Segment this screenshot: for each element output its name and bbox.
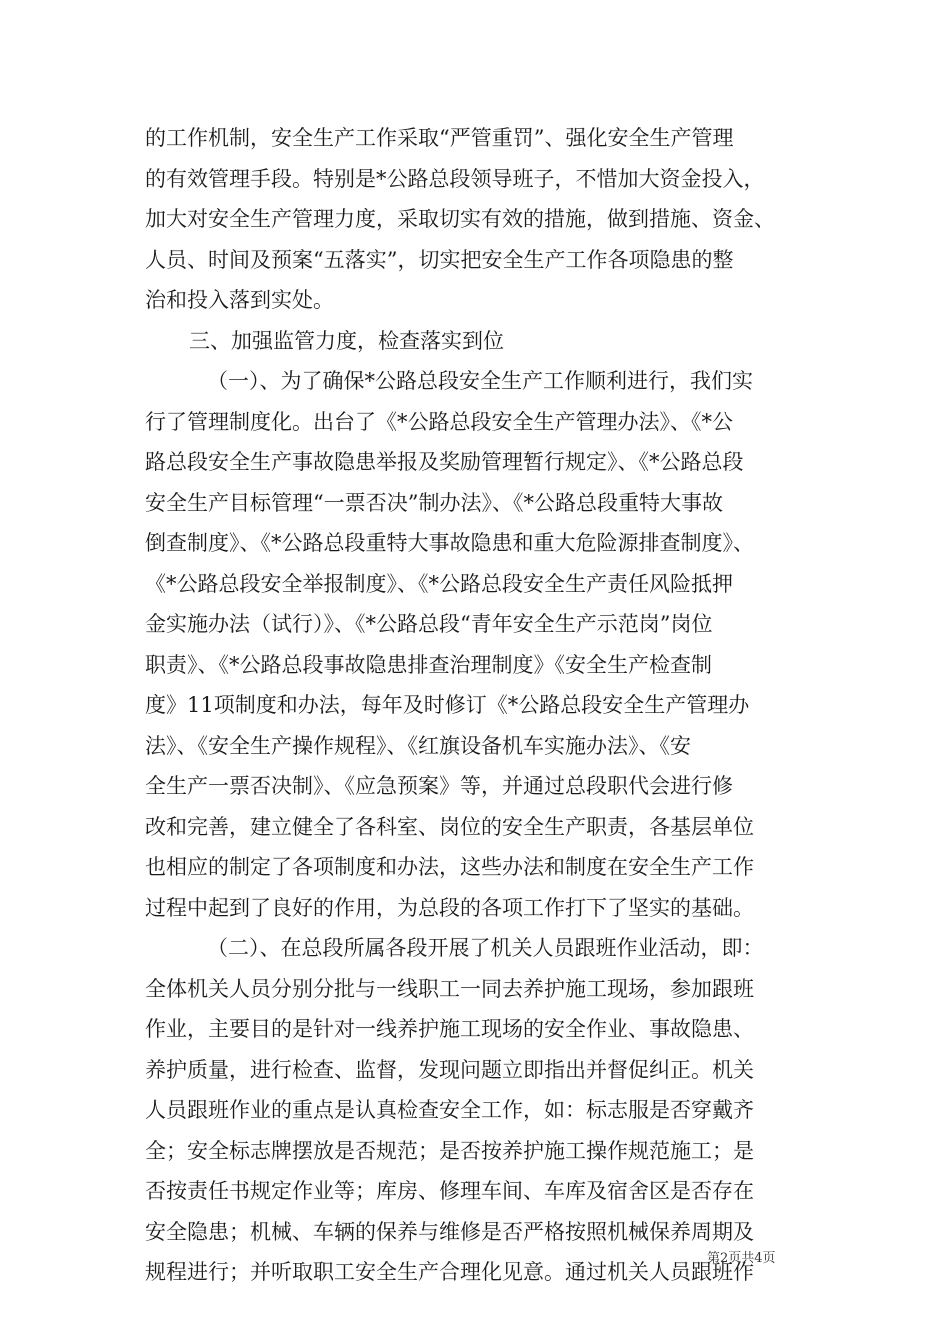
text-line: 法》、《安全生产操作规程》、《红旗设备机车实施办法》、《安 [145, 733, 691, 758]
text-line: 《*公路总段安全举报制度》、《*公路总段安全生产责任风险抵押 [145, 571, 733, 596]
text-line: 治和投入落到实处。 [145, 288, 334, 312]
paragraph-shift-work [145, 928, 825, 1293]
text-line: 路总段安全生产事故隐患举报及奖励管理暂行规定》、《*公路总段 [145, 450, 744, 474]
document-body [145, 118, 825, 1293]
text-line: 全体机关人员分别分批与一线职工一同去养护施工现场，参加跟班 [145, 976, 754, 1001]
text-line: 过程中起到了良好的作用，为总段的各项工作打下了坚实的基础。 [145, 895, 754, 920]
paragraph-regulations [145, 361, 825, 928]
text-line: 行了管理制度化。出台了《*公路总段安全生产管理办法》、《*公 [145, 409, 733, 434]
text-line: 也相应的制定了各项制度和办法，这些办法和制度在安全生产工作 [145, 855, 754, 879]
text-line: 职责》、《*公路总段事故隐患排查治理制度》《安全生产检查制 [145, 652, 712, 677]
heading-line: 三、加强监管力度，检查落实到位 [189, 328, 504, 353]
text-line: 安全隐患；机械、车辆的保养与维修是否严格按照机械保养周期及 [145, 1219, 754, 1244]
text-line: 作业，主要目的是针对一线养护施工现场的安全作业、事故隐患、 [145, 1017, 754, 1041]
text-line: 度》11项制度和办法，每年及时修订《*公路总段安全生产管理办 [145, 693, 750, 717]
text-line: 改和完善，建立健全了各科室、岗位的安全生产职责，各基层单位 [145, 814, 754, 839]
text-line: 人员、时间及预案“五落实”，切实把安全生产工作各项隐患的整 [145, 247, 734, 272]
page-number: 第2页共4页 [707, 1251, 776, 1266]
paragraph-continuation [145, 118, 825, 321]
text-line: 加大对安全生产管理力度，采取切实有效的措施，做到措施、资金、 [145, 207, 775, 231]
text-line: （一）、为了确保*公路总段安全生产工作顺利进行，我们实 [207, 369, 753, 393]
text-line: 全；安全标志牌摆放是否规范；是否按养护施工操作规范施工；是 [145, 1138, 754, 1163]
text-line: （二）、在总段所属各段开展了机关人员跟班作业活动，即： [207, 936, 764, 960]
text-line: 金实施办法（试行）》、《*公路总段“青年安全生产示范岗”岗位 [145, 612, 713, 636]
text-line: 否按责任书规定作业等；库房、修理车间、车库及宿舍区是否存在 [145, 1179, 754, 1203]
text-line: 倒查制度》、《*公路总段重特大事故隐患和重大危险源排查制度》、 [145, 531, 754, 555]
text-line: 人员跟班作业的重点是认真检查安全工作，如：标志服是否穿戴齐 [145, 1098, 754, 1122]
text-line: 养护质量，进行检查、监督，发现问题立即指出并督促纠正。机关 [145, 1057, 754, 1082]
text-line: 规程进行；并听取职工安全生产合理化见意。通过机关人员跟班作 [145, 1260, 754, 1284]
text-line: 安全生产目标管理“一票否决”制办法》、《*公路总段重特大事故 [145, 490, 723, 515]
text-line: 的工作机制，安全生产工作采取“严管重罚”、强化安全生产管理 [145, 126, 734, 150]
section-heading [145, 321, 825, 362]
text-line: 全生产一票否决制》、《应急预案》等，并通过总段职代会进行修 [145, 774, 733, 798]
text-line: 的有效管理手段。特别是*公路总段领导班子，不惜加大资金投入， [145, 166, 765, 191]
